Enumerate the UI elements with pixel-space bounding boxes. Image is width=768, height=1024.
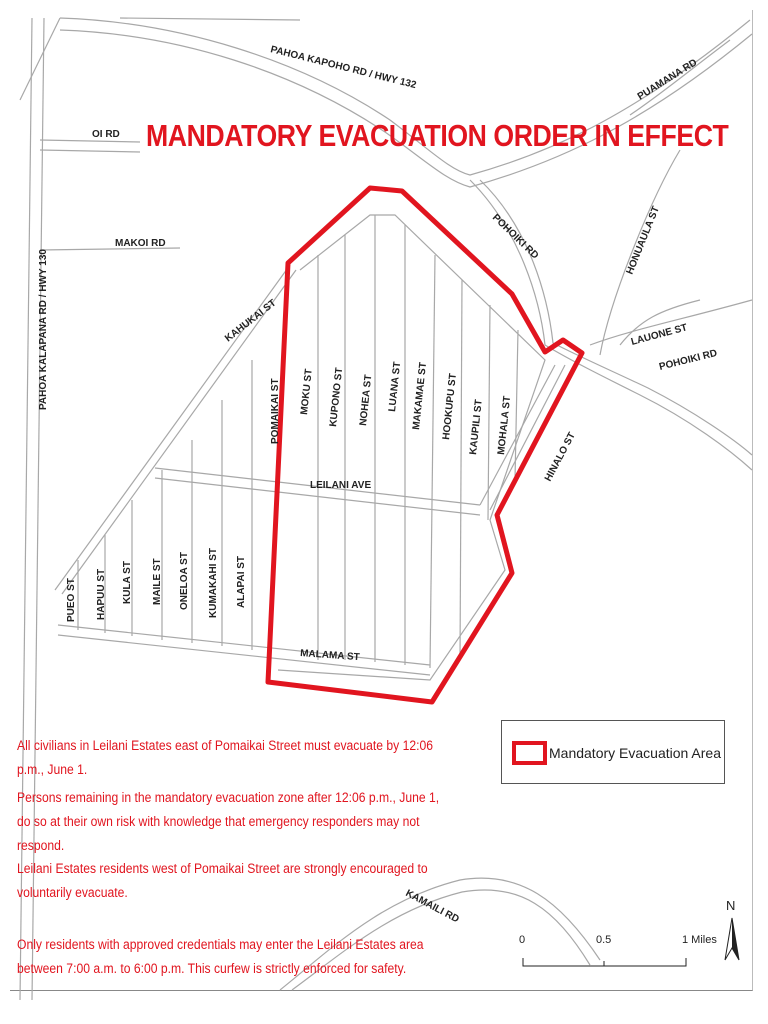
page-title: MANDATORY EVACUATION ORDER IN EFFECT	[146, 118, 729, 153]
label-pomaikai: POMAIKAI ST	[270, 378, 281, 444]
legend-swatch-evacuation-area	[512, 741, 547, 765]
label-lauone: LAUONE ST	[629, 322, 689, 348]
road-pohoiki-lower	[590, 300, 752, 345]
label-pahoa-kapoho: PAHOA KAPOHO RD / HWY 132	[269, 44, 418, 92]
label-kaupili: KAUPILI ST	[468, 398, 485, 456]
north-label: N	[726, 898, 736, 913]
road-pohoiki-upper	[470, 180, 752, 470]
label-leilani: LEILANI AVE	[310, 480, 372, 491]
label-makoi: MAKOI RD	[115, 238, 166, 249]
label-kula: KULA ST	[122, 561, 133, 604]
label-pueo: PUEO ST	[66, 578, 77, 622]
road-oi	[40, 140, 140, 142]
label-maile: MAILE ST	[152, 558, 163, 605]
road-hinalo	[480, 365, 555, 505]
label-pahoa-kalapana: PAHOA KALAPANA RD / HWY 130	[38, 249, 49, 410]
label-pohoiki-upper: POHOIKI RD	[489, 212, 541, 262]
legend-label: Mandatory Evacuation Area	[549, 745, 721, 761]
label-kahukai: KAHUKAI ST	[223, 297, 279, 345]
label-hapuu: HAPUU ST	[96, 568, 107, 620]
label-malama: MALAMA ST	[299, 648, 361, 664]
north-arrow-icon	[725, 918, 739, 960]
scale-label-half: 0.5	[596, 934, 612, 946]
notice-voluntary-evacuation: Leilani Estates residents west of Pomaikai Street are strongly encouraged to voluntarily evacuate.	[17, 861, 428, 900]
label-nohea: NOHEA ST	[358, 374, 375, 427]
label-oneloa: ONELOA ST	[179, 552, 190, 610]
label-honuaula: HONUAULA ST	[624, 204, 662, 277]
label-alapai: ALAPAI ST	[236, 555, 247, 608]
label-moku: MOKU ST	[299, 368, 315, 416]
label-puamana: PUAMANA RD	[635, 57, 700, 103]
label-makamae: MAKAMAE ST	[411, 361, 430, 431]
label-hinalo: HINALO ST	[542, 430, 578, 484]
label-oi: OI RD	[92, 129, 120, 140]
label-kupono: KUPONO ST	[328, 367, 346, 428]
label-luana: LUANA ST	[387, 361, 404, 413]
map-legend	[501, 720, 725, 784]
scale-label-zero: 0	[519, 934, 526, 946]
notice-evacuation-deadline: All civilians in Leilani Estates east of Pomaikai Street must evacuate by 12:06 p.m., June 1.	[17, 738, 434, 777]
label-kamaili: KAMAILI RD	[403, 887, 461, 926]
scale-bar	[523, 958, 686, 966]
label-mohala: MOHALA ST	[496, 395, 514, 456]
notice-risk-warning: Persons remaining in the mandatory evacuation zone after 12:06 p.m., June 1, do so at their own risk with knowledge that emergency responders may not respond.	[17, 790, 440, 853]
road-malama	[58, 625, 430, 665]
scale-label-one: 1 Miles	[682, 934, 717, 946]
label-hookupu: HOOKUPU ST	[441, 372, 459, 441]
label-kumakahi: KUMAKAHI ST	[208, 548, 219, 618]
notice-curfew: Only residents with approved credentials may enter the Leilani Estates area between 7:00 a.m. to 6:00 p.m. This curfew is strictly enforced for safety.	[17, 937, 424, 976]
label-pohoiki-lower: POHOIKI RD	[658, 347, 719, 373]
